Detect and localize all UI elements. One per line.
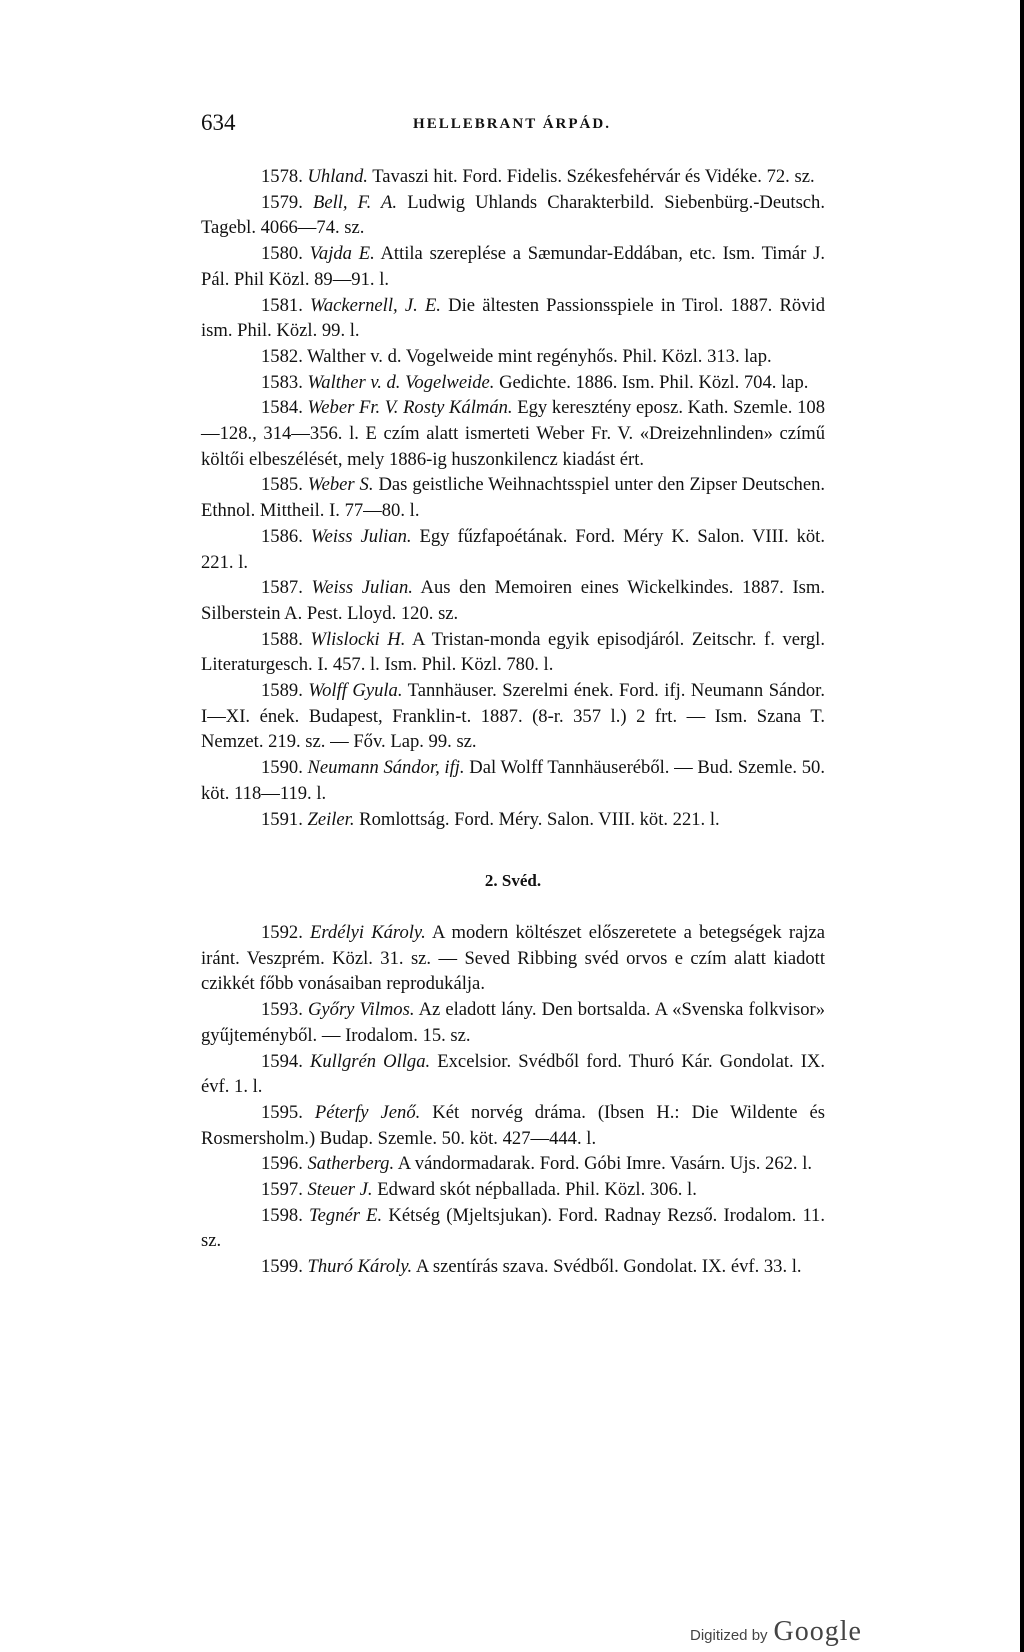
bibliography-entry: [201, 524, 825, 575]
bibliography-entry: [201, 1254, 825, 1280]
entry-author: Weber S.: [307, 474, 374, 496]
bibliography-entry: [201, 395, 825, 472]
scan-edge: [1020, 0, 1024, 1652]
entry-number: 1586.: [261, 525, 303, 547]
entry-text: Tavaszi hit. Ford. Fidelis. Székesfehérvár és Vidéke. 72. sz.: [372, 166, 815, 187]
entry-number: 1591.: [261, 808, 303, 830]
entry-number: 1581.: [261, 294, 303, 316]
entry-text: Egy keresztény eposz. Kath. Szemle. 108—128., 314—356. l. E czím alatt ismerteti Weber Fr. V. «Dreizehnlinden» czímű költői elbeszélését, mely 1886-ig huszonkilencz kiadást ért.: [201, 397, 825, 470]
entry-text: Ludwig Uhlands Charakterbild. Siebenbürg.-Deutsch. Tagebl. 4066—74. sz.: [201, 191, 826, 239]
bibliography-text: [201, 164, 825, 1280]
bibliography-entry: [201, 755, 825, 806]
entry-number: 1583.: [261, 371, 303, 393]
entry-text: Két norvég dráma. (Ibsen H.: Die Wildente és Rosmersholm.) Budap. Szemle. 50. köt. 427—444. l.: [201, 1101, 825, 1149]
entry-number: 1596.: [261, 1153, 303, 1175]
entry-text: Gedichte. 1886. Ism. Phil. Közl. 704. lap.: [499, 371, 809, 393]
entry-author: Walther v. d. Vogelweide.: [307, 371, 495, 393]
entry-text: Romlottság. Ford. Méry. Salon. VIII. köt. 221. l.: [359, 808, 720, 830]
entry-number: 1589.: [261, 680, 303, 702]
entry-text: Egy fűzfapoétának. Ford. Méry K. Salon. VIII. köt. 221. l.: [201, 525, 826, 573]
entry-text: Aus den Memoiren eines Wickelkindes. 1887. Ism. Silberstein A. Pest. Lloyd. 120. sz.: [201, 577, 826, 624]
entry-text: Tannhäuser. Szerelmi ének. Ford. ifj. Neumann Sándor. I—XI. ének. Budapest, Franklin-t. 1887. (8-r. 357 l.) 2 frt. — Ism. Szana T. Nemzet. 219. sz. — Főv. Lap. 99. sz.: [201, 680, 825, 753]
entry-text: A vándormadarak. Ford. Góbi Imre. Vasárn. Ujs. 262. l.: [397, 1153, 813, 1175]
digitized-watermark: [690, 1616, 862, 1648]
bibliography-entry: [201, 370, 825, 396]
section-heading: 2. Svéd.: [484, 871, 542, 891]
bibliography-entry: [201, 997, 825, 1048]
bibliography-entry: [201, 190, 825, 241]
entry-number: 1588.: [261, 628, 303, 650]
entry-author: Péterfy Jenő.: [314, 1101, 421, 1123]
google-logo: Google: [773, 1616, 862, 1647]
entry-text: Az eladott lány. Den bortsalda. A «Svenska folkvisor» gyűjteményből. — Irodalom. 15. sz.: [201, 999, 825, 1046]
entry-author: Győry Vilmos.: [307, 999, 415, 1021]
entry-number: 1595.: [261, 1101, 303, 1123]
bibliography-entry: [201, 1203, 825, 1254]
entry-author: Wlislocki H.: [310, 628, 406, 650]
entry-list-2: [201, 920, 825, 1280]
entry-text: Walther v. d. Vogelweide mint regényhős. Phil. Közl. 313. lap.: [307, 345, 772, 367]
entry-author: Weiss Julian.: [310, 525, 412, 547]
bibliography-entry: [201, 164, 825, 190]
entry-author: Tegnér E.: [309, 1204, 383, 1226]
bibliography-entry: [201, 1049, 825, 1100]
bibliography-entry: [201, 472, 825, 523]
entry-number: 1594.: [261, 1050, 303, 1072]
page-number: 634: [201, 110, 236, 135]
entry-author: Thuró Károly.: [307, 1256, 413, 1278]
entry-number: 1578.: [261, 166, 303, 187]
entry-author: Zeiler.: [307, 808, 355, 830]
entry-text: Dal Wolff Tannhäuseréből. — Bud. Szemle. 50. köt. 118—119. l.: [201, 757, 825, 804]
entry-number: 1599.: [261, 1256, 303, 1278]
digitized-label: Digitized by: [690, 1627, 768, 1644]
entry-number: 1584.: [261, 397, 303, 419]
bibliography-entry: [201, 1177, 825, 1203]
entry-text: Kétség (Mjeltsjukan). Ford. Radnay Rezső. Irodalom. 11. sz.: [201, 1204, 826, 1252]
entry-author: Uhland.: [307, 166, 368, 187]
bibliography-entry: [201, 920, 825, 997]
entry-author: Bell, F. A.: [312, 191, 398, 213]
entry-number: 1580.: [261, 243, 303, 265]
entry-number: 1587.: [261, 577, 303, 599]
entry-number: 1582.: [261, 345, 303, 367]
entry-text: Das geistliche Weihnachtsspiel unter den Zipser Deutschen. Ethnol. Mittheil. I. 77—80. l.: [201, 474, 826, 522]
entry-author: Erdélyi Károly.: [310, 921, 426, 943]
entry-text: Die ältesten Passionsspiele in Tirol. 1887. Rövid ism. Phil. Közl. 99. l.: [201, 294, 825, 342]
entry-author: Steuer J.: [307, 1179, 373, 1201]
bibliography-entry: [201, 627, 825, 678]
entry-text: Attila szereplése a Sæmundar-Eddában, etc. Ism. Timár J. Pál. Phil Közl. 89—91. l.: [201, 243, 825, 290]
bibliography-entry: [201, 678, 825, 755]
entry-author: Vajda E.: [309, 243, 375, 265]
entry-author: Wackernell, J. E.: [310, 294, 441, 316]
bibliography-entry: [201, 241, 825, 292]
entry-number: 1593.: [261, 999, 303, 1021]
entry-number: 1598.: [261, 1204, 303, 1226]
entry-number: 1585.: [261, 474, 303, 496]
entry-number: 1579.: [261, 191, 303, 213]
entry-text: Edward skót népballada. Phil. Közl. 306. l.: [377, 1179, 697, 1201]
entry-number: 1592.: [261, 921, 303, 943]
entry-author: Weber Fr. V. Rosty Kálmán.: [307, 397, 513, 419]
bibliography-entry: [201, 1151, 825, 1177]
bibliography-entry: [201, 807, 825, 833]
bibliography-entry: [201, 575, 825, 626]
entry-text: Excelsior. Svédből ford. Thuró Kár. Gondolat. IX. évf. 1. l.: [201, 1050, 825, 1098]
bibliography-entry: [201, 344, 825, 370]
entry-number: 1597.: [261, 1179, 303, 1201]
bibliography-entry: [201, 1100, 825, 1151]
entry-author: Satherberg.: [307, 1153, 395, 1175]
bibliography-entry: [201, 293, 825, 344]
entry-text: A modern költészet előszeretete a betegségek rajza iránt. Veszprém. Közl. 31. sz. — Seved Ribbing svéd orvos e czím alatt kiadott czikkét főbb vonásaiban reprodukálja.: [201, 921, 825, 995]
entry-author: Wolff Gyula.: [308, 680, 403, 702]
entry-list-1: [201, 164, 825, 832]
entry-number: 1590.: [261, 757, 303, 779]
entry-author: Kullgrén Ollga.: [309, 1050, 431, 1072]
running-head: HELLEBRANT ÁRPÁD.: [413, 116, 611, 132]
entry-author: Neumann Sándor, ifj.: [307, 757, 465, 779]
entry-author: Weiss Julian.: [311, 577, 413, 599]
entry-text: A szentírás szava. Svédből. Gondolat. IX. évf. 33. l.: [415, 1256, 802, 1278]
entry-text: A Tristan-monda egyik episodjáról. Zeitschr. f. vergl. Literaturgesch. I. 457. l. Ism. Phil. Közl. 780. l.: [201, 628, 825, 676]
